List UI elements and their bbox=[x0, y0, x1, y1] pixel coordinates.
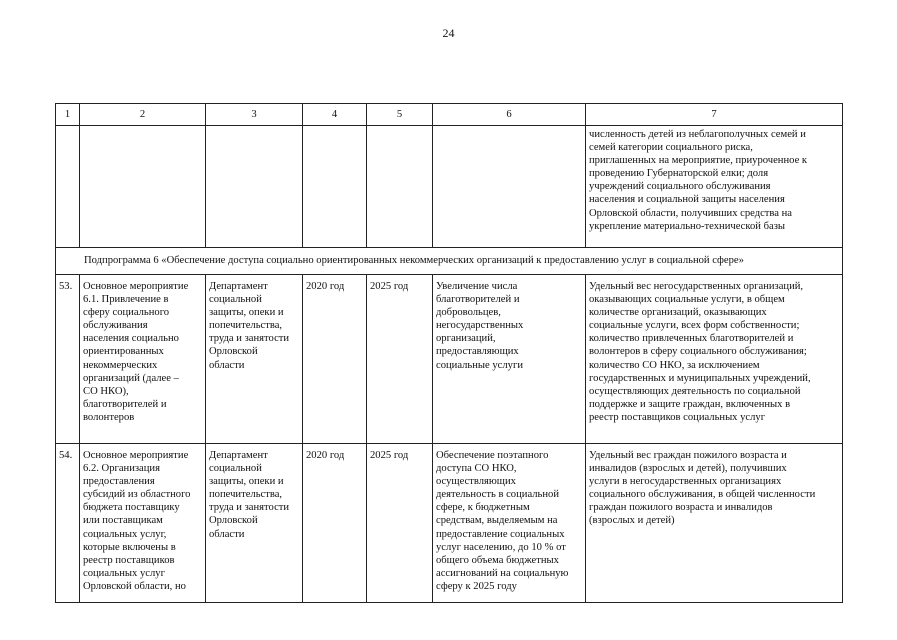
executor-cell: Департамент социальной защиты, опеки и попечительства, труда и занятости Орловской области bbox=[206, 275, 303, 444]
header-col-3: 3 bbox=[206, 104, 303, 126]
end-year-cell: 2025 год bbox=[367, 275, 433, 444]
header-col-1: 1 bbox=[56, 104, 80, 126]
measure-cell: Основное мероприятие 6.1. Привлечение в сферу социального обслуживания населения социально ориентированных некоммерческих организаций (далее – СО НКО), благотворителей и волонтеров bbox=[80, 275, 206, 444]
table-header-row bbox=[56, 104, 843, 126]
indicators-cell: Удельный вес граждан пожилого возраста и инвалидов (взрослых и детей), получивших услуги в негосударственных организациях социального обслуживания, в общей численности граждан пожилого возраста и инвалидов (взрослых и детей) bbox=[586, 444, 843, 603]
program-table bbox=[55, 103, 843, 603]
continuation-row bbox=[56, 126, 843, 248]
row-number: 53. bbox=[56, 275, 80, 444]
empty-cell bbox=[56, 126, 80, 248]
executor-cell: Департамент социальной защиты, опеки и попечительства, труда и занятости Орловской области bbox=[206, 444, 303, 603]
table-row bbox=[56, 444, 843, 603]
empty-cell bbox=[303, 126, 367, 248]
header-col-4: 4 bbox=[303, 104, 367, 126]
continuation-indicators: численность детей из неблагополучных семей и семей категории социального риска, приглашенных на мероприятие, приуроченное к проведению Губернаторской елки; доля учреждений социального обслуживания населения и социальной защиты населения Орловской области, получивших средства на укрепление материально-технической базы bbox=[586, 126, 843, 248]
page-number: 24 bbox=[442, 26, 455, 40]
indicators-cell: Удельный вес негосударственных организаций, оказывающих социальные услуги, в общем количестве организаций, оказывающих социальные услуги, всех форм собственности; количество привлеченных благотворителей и волонтеров в сферу социального обслуживания; количество СО НКО, за исключением государственных и муниципальных учреждений, осуществляющих деятельность по социальной поддержке и защите граждан, включенных в реестр поставщиков социальных услуг bbox=[586, 275, 843, 444]
empty-cell bbox=[80, 126, 206, 248]
empty-cell bbox=[206, 126, 303, 248]
measure-cell: Основное мероприятие 6.2. Организация предоставления субсидий из областного бюджета поставщику или поставщикам социальных услуг, которые включены в реестр поставщиков социальных услуг Орловской области, но bbox=[80, 444, 206, 603]
subprogram-row bbox=[56, 248, 843, 275]
row-number: 54. bbox=[56, 444, 80, 603]
result-cell: Увеличение числа благотворителей и добровольцев, негосударственных организаций, предоставляющих социальные услуги bbox=[433, 275, 586, 444]
start-year-cell: 2020 год bbox=[303, 444, 367, 603]
start-year-cell: 2020 год bbox=[303, 275, 367, 444]
empty-cell bbox=[433, 126, 586, 248]
end-year-cell: 2025 год bbox=[367, 444, 433, 603]
header-col-7: 7 bbox=[586, 104, 843, 126]
table-row bbox=[56, 275, 843, 444]
header-col-5: 5 bbox=[367, 104, 433, 126]
header-col-6: 6 bbox=[433, 104, 586, 126]
header-col-2: 2 bbox=[80, 104, 206, 126]
subprogram-title: Подпрограмма 6 «Обеспечение доступа социально ориентированных некоммерческих организаций к предоставлению услуг в социальной сфере» bbox=[56, 248, 843, 275]
result-cell: Обеспечение поэтапного доступа СО НКО, осуществляющих деятельность в социальной сфере, к бюджетным средствам, выделяемым на предоставление социальных услуг населению, до 10 % от общего объема бюджетных ассигнований на социальную сферу к 2025 году bbox=[433, 444, 586, 603]
empty-cell bbox=[367, 126, 433, 248]
